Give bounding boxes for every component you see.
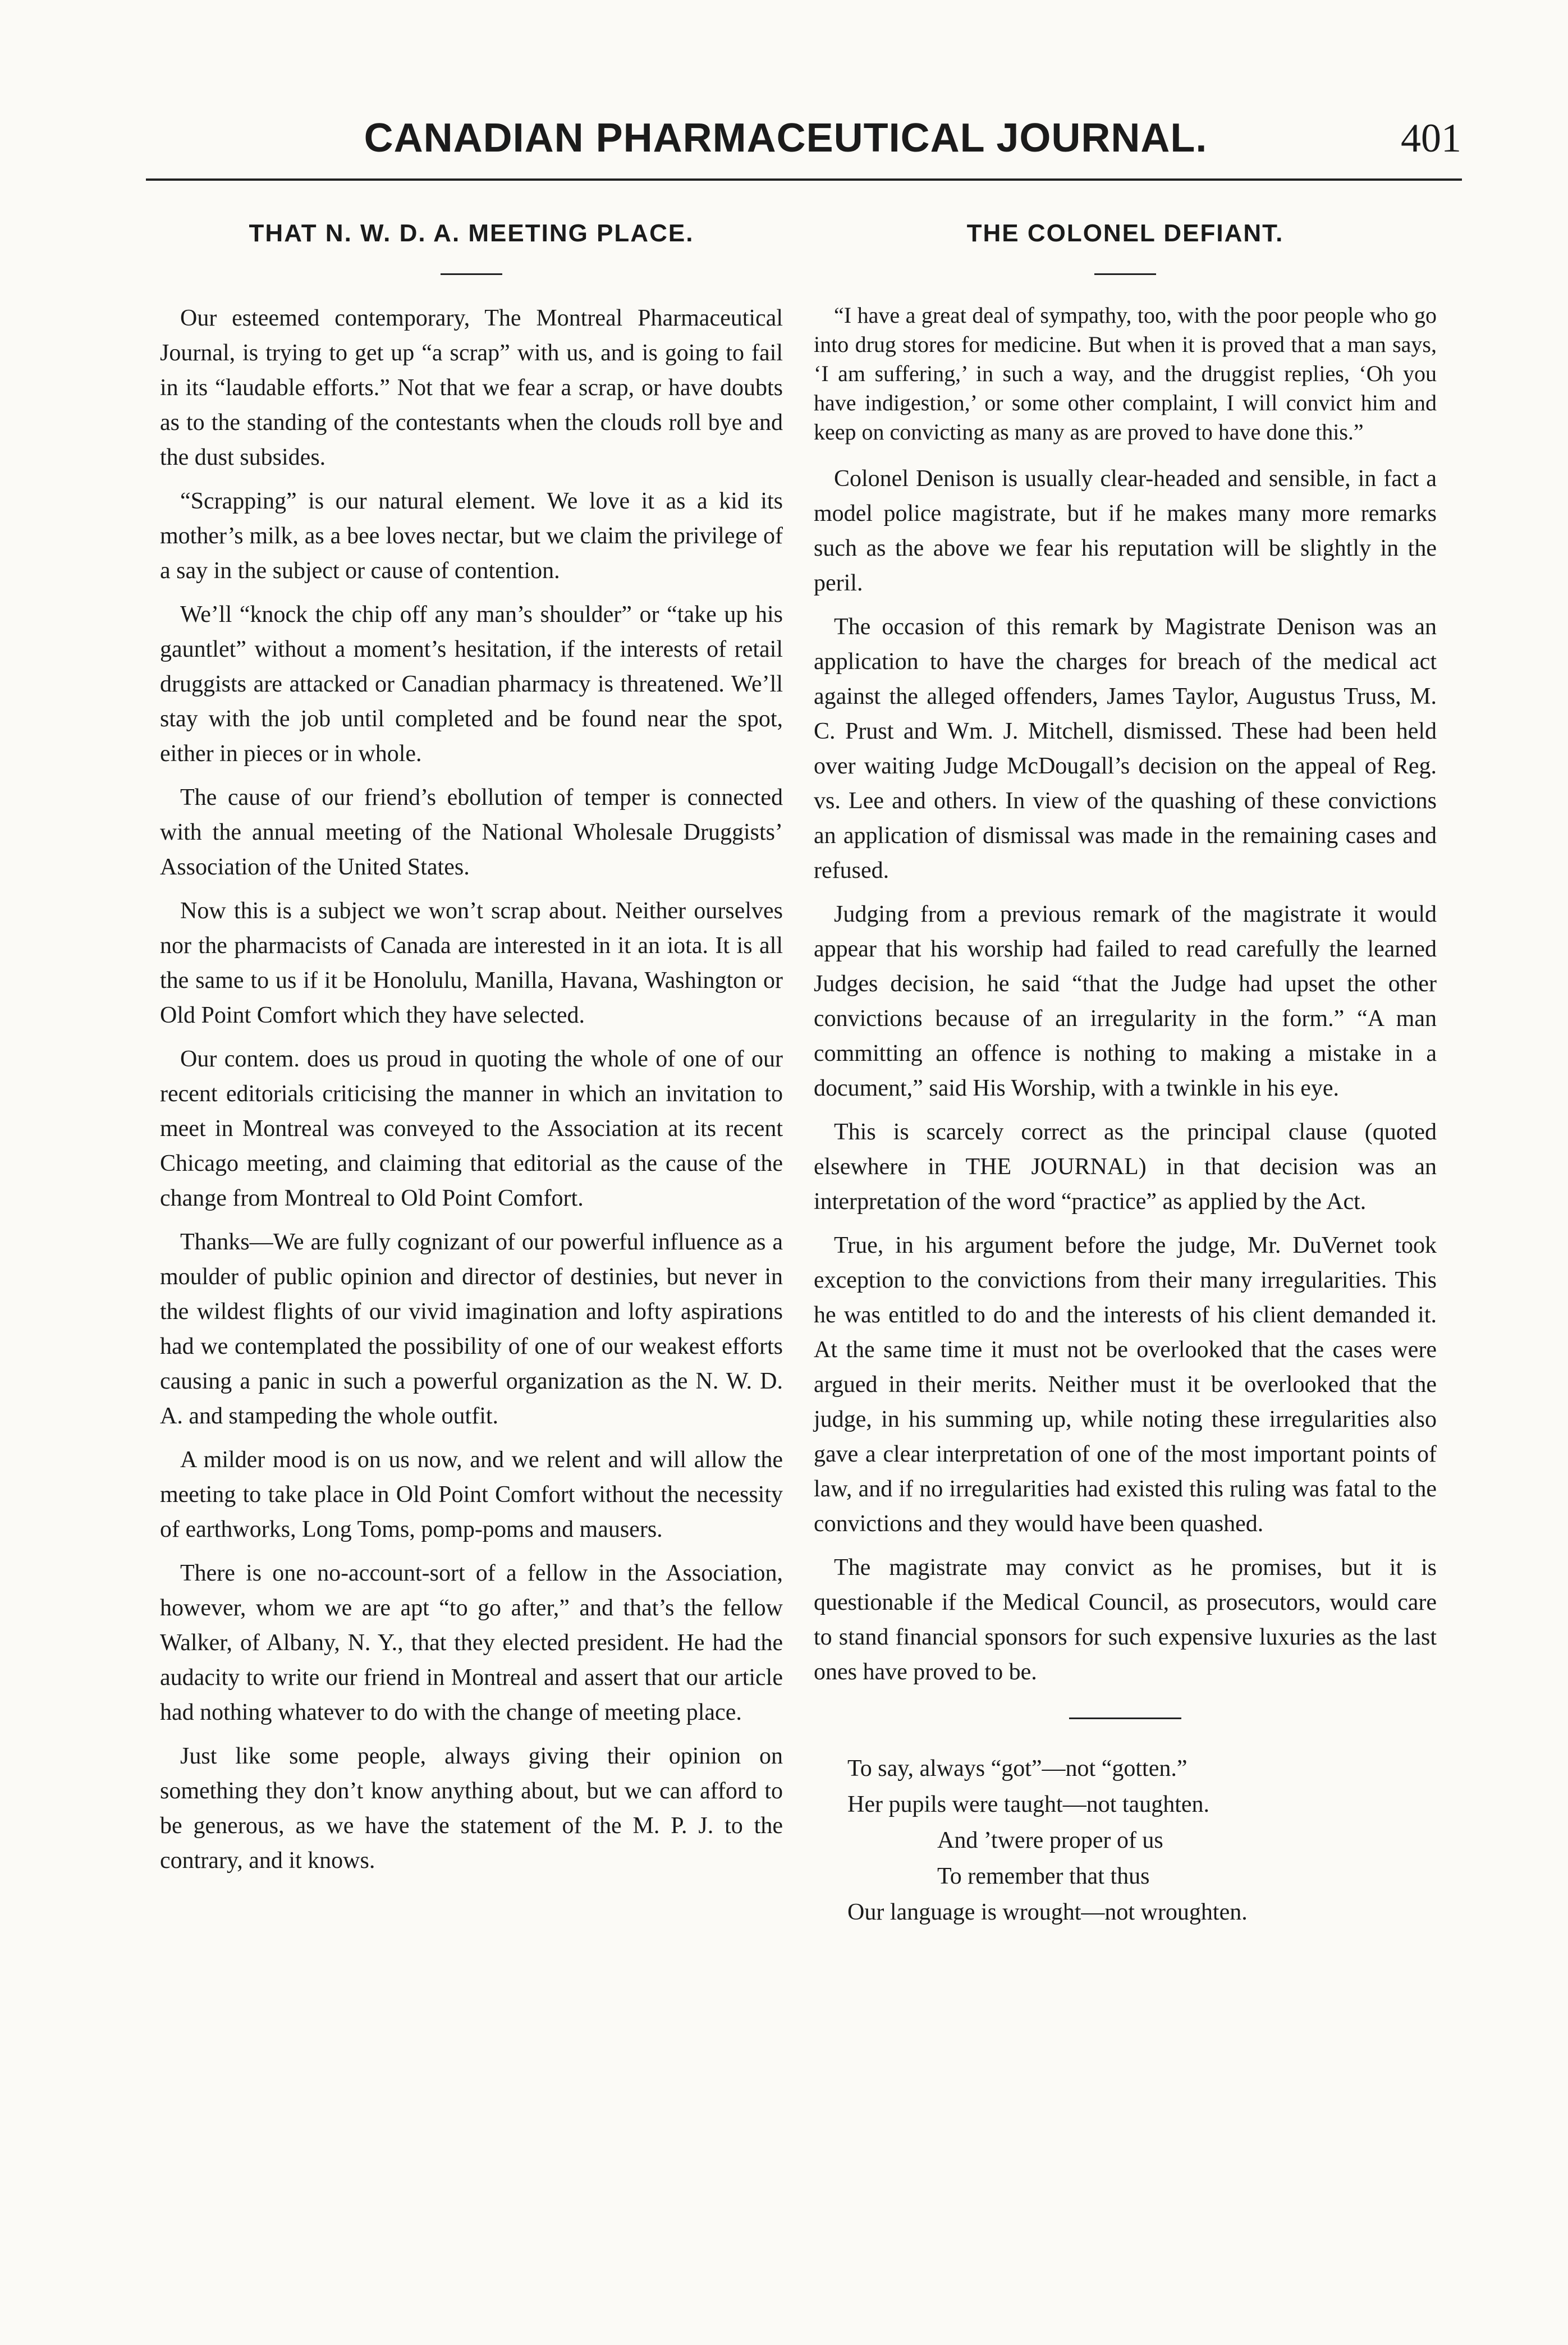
article-heading: THE COLONEL DEFIANT. (966, 219, 1284, 247)
left-column (160, 216, 783, 1887)
poem (814, 1751, 1437, 1930)
paragraph: Judging from a previous remark of the magistrate it would appear that his worship had failed to read carefully the learned Judges decision, he said “that the Judge had upset the other convictions because of an irregularity in the form.” “A man committing an offence is nothing to making a mistake in a document,” said His Worship, with a twinkle in his eye. (814, 901, 1437, 1101)
paragraph: Thanks—We are fully cognizant of our powerful influence as a moulder of public opinion and director of destinies, but never in the wildest flights of our vivid imagination and lofty aspirations had we contemplated the possibility of one of our weakest efforts causing a panic in such a powerful organization as the N. W. D. A. and stampeding the whole outfit. (160, 1229, 783, 1429)
section-divider (1069, 1717, 1181, 1719)
poem-line: Our language is wrought—not wroughten. (847, 1899, 1248, 1925)
quoted-statement: “I have a great deal of sympathy, too, with the poor people who go into drug stores for medicine. But when it is proved that a man says, ‘I am suffering,’ in such a way, and the druggist replies, ‘Oh you have indigestion,’ or some other complaint, I will convict him and keep on convicting as many as are proved to have done this.” (814, 303, 1437, 445)
journal-title: CANADIAN PHARMACEUTICAL JOURNAL. (364, 116, 1208, 161)
paragraph: Colonel Denison is usually clear-headed and sensible, in fact a model police magistrate, but if he makes many more remarks such as the above we fear his reputation will be slightly in the peril. (814, 466, 1437, 596)
paragraph: The occasion of this remark by Magistrate Denison was an application to have the charges for breach of the medical act against the alleged offenders, James Taylor, Augustus Truss, M. C. Prust and Wm. J. Mitchell, dismissed. These had been held over waiting Judge McDougall’s decision on the appeal of Reg. vs. Lee and others. In view of the quashing of these convictions an application of dismissal was made in the remaining cases and refused. (814, 614, 1437, 883)
paragraph: Now this is a subject we won’t scrap about. Neither ourselves nor the pharmacists of Canada are interested in it an iota. It is all the same to us if it be Honolulu, Manilla, Havana, Washington or Old Point Comfort which they have selected. (160, 898, 783, 1028)
poem-line: To say, always “got”—not “gotten.” (847, 1756, 1188, 1781)
paragraph: The magistrate may convict as he promises, but it is questionable if the Medical Council, as prosecutors, would care to stand financial sponsors for such expensive luxuries as the last ones have proved to be. (814, 1555, 1437, 1685)
poem-line: And ’twere proper of us (937, 1828, 1163, 1853)
poem-line: To remember that thus (937, 1863, 1150, 1889)
paragraph: Just like some people, always giving their opinion on something they don’t know anything about, but we can afford to be generous, as we have the statement of the M. P. J. to the contrary, and it knows. (160, 1743, 783, 1874)
paragraph: The cause of our friend’s ebollution of temper is connected with the annual meeting of the National Wholesale Druggists’ Association of the United States. (160, 785, 783, 880)
paragraph: A milder mood is on us now, and we relent and will allow the meeting to take place in Old Point Comfort without the necessity of earthworks, Long Toms, pomp-poms and mausers. (160, 1447, 783, 1542)
page-number: 401 (1401, 116, 1461, 161)
header-divider (146, 178, 1462, 181)
article-heading: THAT N. W. D. A. MEETING PLACE. (249, 219, 694, 247)
heading-divider (441, 273, 502, 275)
paragraph: “Scrapping” is our natural element. We love it as a kid its mother’s milk, as a bee loves nectar, but we claim the privilege of a say in the subject or cause of contention. (160, 488, 783, 584)
poem-line: Her pupils were taught—not taughten. (847, 1792, 1210, 1817)
paragraph: There is one no-account-sort of a fellow in the Association, however, whom we are apt “to go after,” and that’s the fellow Walker, of Albany, N. Y., that they elected president. He had the audacity to write our friend in Montreal and assert that our article had nothing whatever to do with the change of meeting place. (160, 1560, 783, 1725)
paragraph: Our contem. does us proud in quoting the whole of one of our recent editorials criticising the manner in which an invitation to meet in Montreal was conveyed to the Association at its recent Chicago meeting, and claiming that editorial as the cause of the change from Montreal to Old Point Comfort. (160, 1046, 783, 1211)
heading-divider (1094, 273, 1156, 275)
paragraph: We’ll “knock the chip off any man’s shoulder” or “take up his gauntlet” without a moment’s hesitation, if the interests of retail druggists are attacked or Canadian pharmacy is threatened. We’ll stay with the job until completed and be found near the spot, either in pieces or in whole. (160, 602, 783, 767)
paragraph: Our esteemed contemporary, The Montreal Pharmaceutical Journal, is trying to get up “a scrap” with us, and is going to fail in its “laudable efforts.” Not that we fear a scrap, or have doubts as to the standing of the contestants when the clouds roll bye and the dust subsides. (160, 305, 783, 470)
paragraph: True, in his argument before the judge, Mr. DuVernet took exception to the convictions from their many irregularities. This he was entitled to do and the interests of his client demanded it. At the same time it must not be overlooked that the cases were argued in their merits. Neither must it be overlooked that the judge, in his summing up, while noting these irregularities also gave a clear interpretation of one of the most important points of law, and if no irregularities had existed this ruling was fatal to the convictions and they would have been quashed. (814, 1233, 1437, 1537)
right-column (814, 216, 1437, 1930)
paragraph: This is scarcely correct as the principal clause (quoted elsewhere in THE JOURNAL) in that decision was an interpretation of the word “practice” as applied by the Act. (814, 1119, 1437, 1215)
